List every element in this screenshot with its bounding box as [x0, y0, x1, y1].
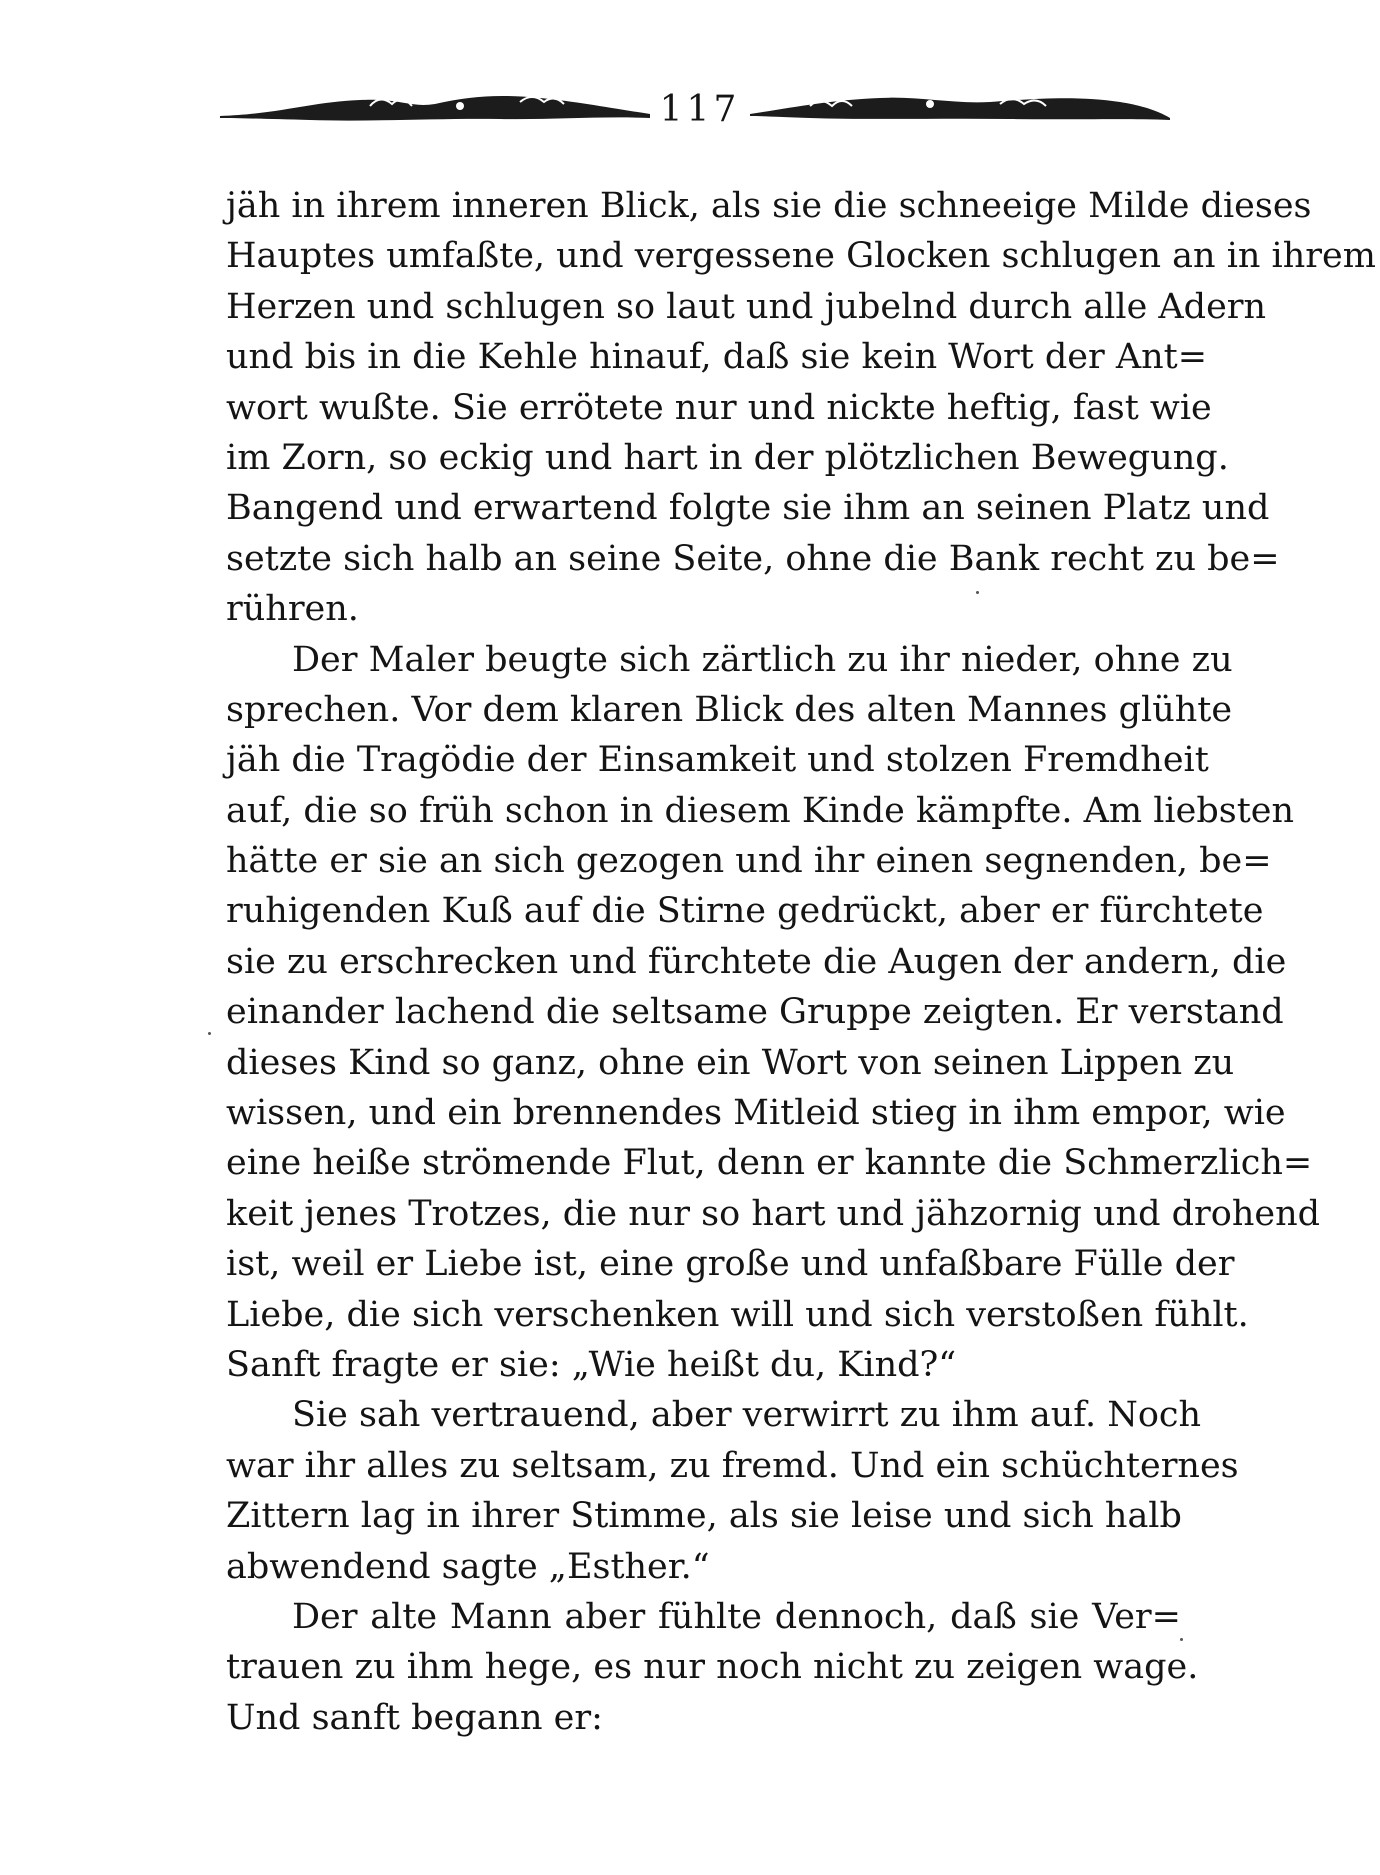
print-speck — [208, 1032, 211, 1035]
page-header — [220, 80, 1170, 140]
text-line: sprechen. Vor dem klaren Blick des alten Mannes glühte — [226, 689, 1233, 730]
right-ornament-icon — [750, 86, 1170, 132]
text-line: rühren. — [226, 589, 359, 630]
text-line: Hauptes umfaßte, und vergessene Glocken schlugen an in ihrem — [226, 236, 1376, 277]
text-line: ruhigenden Kuß auf die Stirne gedrückt, aber er fürchtete — [226, 891, 1264, 932]
text-line: setzte sich halb an seine Seite, ohne die Bank recht zu be= — [226, 538, 1280, 579]
text-line: Der Maler beugte sich zärtlich zu ihr nieder, ohne zu — [292, 639, 1233, 680]
text-line: wissen, und ein brennendes Mitleid stieg in ihm empor, wie — [226, 1093, 1286, 1134]
text-line: keit jenes Trotzes, die nur so hart und jähzornig und drohend — [226, 1193, 1321, 1234]
text-line: und bis in die Kehle hinauf, daß sie kein Wort der Ant= — [226, 337, 1208, 378]
text-line: Sie sah vertrauend, aber verwirrt zu ihm auf. Noch — [292, 1395, 1202, 1436]
text-line: jäh die Tragödie der Einsamkeit und stolzen Fremdheit — [226, 740, 1209, 781]
text-line: Der alte Mann aber fühlte dennoch, daß sie Ver= — [292, 1596, 1181, 1637]
text-line: Herzen und schlugen so laut und jubelnd durch alle Adern — [226, 286, 1267, 327]
text-line: dieses Kind so ganz, ohne ein Wort von seinen Lippen zu — [226, 1042, 1235, 1083]
text-line: trauen zu ihm hege, es nur noch nicht zu zeigen wage. — [226, 1647, 1199, 1688]
text-line: Liebe, die sich verschenken will und sich verstoßen fühlt. — [226, 1294, 1249, 1335]
text-line: Sanft fragte er sie: „Wie heißt du, Kind?“ — [226, 1344, 957, 1385]
text-line: ist, weil er Liebe ist, eine große und unfaßbare Fülle der — [226, 1244, 1235, 1285]
text-line: auf, die so früh schon in diesem Kinde kämpfte. Am liebsten — [226, 790, 1295, 831]
body-text — [226, 181, 1376, 1743]
text-line: Und sanft begann er: — [226, 1697, 603, 1738]
text-line: wort wußte. Sie errötete nur und nickte heftig, fast wie — [226, 387, 1212, 428]
text-line: Zittern lag in ihrer Stimme, als sie leise und sich halb — [226, 1496, 1182, 1537]
text-line: war ihr alles zu seltsam, zu fremd. Und ein schüchternes — [226, 1445, 1239, 1486]
text-line: sie zu erschrecken und fürchtete die Augen der andern, die — [226, 941, 1287, 982]
text-line: abwendend sagte „Esther.“ — [226, 1546, 710, 1587]
text-line: Bangend und erwartend folgte sie ihm an seinen Platz und — [226, 488, 1270, 529]
print-speck — [1180, 1638, 1183, 1641]
print-speck — [976, 591, 979, 594]
page-number: 117 — [659, 89, 741, 130]
text-line: hätte er sie an sich gezogen und ihr einen segnenden, be= — [226, 841, 1272, 882]
text-line: einander lachend die seltsame Gruppe zeigten. Er verstand — [226, 992, 1284, 1033]
text-line: eine heiße strömende Flut, denn er kannte die Schmerzlich= — [226, 1143, 1313, 1184]
text-line: jäh in ihrem inneren Blick, als sie die schneeige Milde dieses — [226, 186, 1312, 226]
text-line: im Zorn, so eckig und hart in der plötzlichen Bewegung. — [226, 437, 1229, 478]
left-ornament-icon — [220, 86, 650, 132]
